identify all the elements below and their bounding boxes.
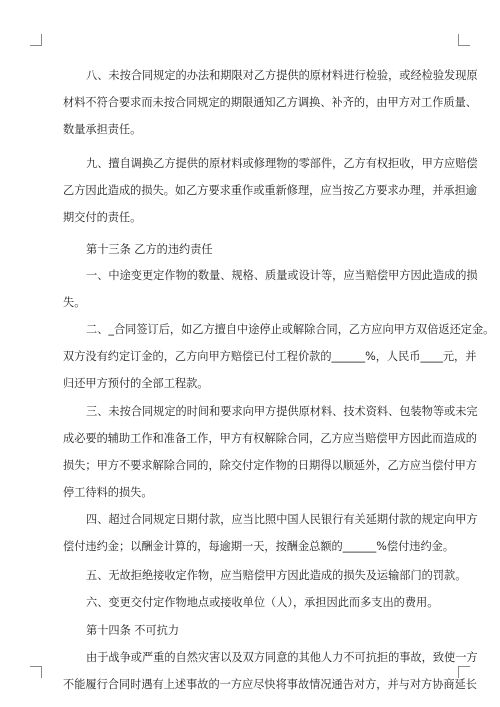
text-line: 归还甲方预付的全部工程款。 (63, 377, 209, 390)
text-line: 成必要的辅助工作和准备工作，甲方有权解除合同，乙方应当赔偿甲方因此而造成的 (63, 432, 477, 445)
text-line: 九、擅自调换乙方提供的原材料或修理物的零部件，乙方有权拒收，甲方应赔偿 (86, 157, 478, 170)
text-line: 二、_合同签订后，如乙方擅自中途停止或解除合同，乙方应向甲方双倍返还定金。 (86, 323, 495, 336)
text-line: 四、超过合同规定日期付款，应当比照中国人民银行有关延期付款的规定向甲方 (86, 513, 478, 526)
crop-mark-top-left (30, 34, 42, 46)
text-line: 由于战争或严重的自然灾害以及双方同意的其他人力不可抗拒的事故，致使一方 (86, 651, 478, 664)
text-line: 损失；甲方不要求解除合同的，除交付定作物的日期得以顺延外，乙方应当偿付甲方 (63, 459, 477, 472)
text-line: 五、无故拒绝接收定作物，应当赔偿甲方因此造成的损失及运输部门的罚款。 (86, 569, 467, 582)
crop-mark-bottom-left (30, 666, 42, 678)
section-heading: 第十三条 乙方的违约责任 (86, 243, 213, 256)
crop-mark-bottom-right (458, 666, 470, 678)
text-line: 停工待料的损失。 (63, 486, 153, 499)
text-line: 乙方因此造成的损失。如乙方要求重作或重新修理，应当按乙方要求办理，并承担逾 (63, 184, 477, 197)
text-line: 不能履行合同时遇有上述事故的一方应尽快将事故情况通告对方，并与对方协商延长 (63, 678, 477, 691)
crop-mark-top-right (458, 34, 470, 46)
text-line: 材料不符合要求而未按合同规定的期限通知乙方调换、补齐的，由甲方对工作质量、 (63, 96, 477, 109)
text-line: 三、未按合同规定的时间和要求向甲方提供原材料、技术资料、包装物等或未完 (86, 405, 478, 418)
section-heading: 第十四条 不可抗力 (86, 624, 180, 637)
text-line: 数量承担责任。 (63, 123, 142, 136)
text-line: 八、未按合同规定的办法和期限对乙方提供的原材料进行检验，或经检验发现原 (86, 69, 478, 82)
text-line: 一、中途变更定作物的数量、规格、质量或设计等，应当赔偿甲方因此造成的损 (86, 269, 478, 282)
text-line: 偿付违约金；以酬金计算的，每逾期一天，按酬金总额的______%偿付违约金。 (63, 540, 455, 553)
text-line: 期交付的责任。 (63, 211, 142, 224)
text-line: 六、变更交付定作物地点或接收单位（人），承担因此而多支出的费用。 (86, 596, 439, 609)
text-line: 失。 (63, 296, 86, 309)
text-line: 双方没有约定订金的，乙方向甲方赔偿已付工程价款的______%，人民币____元，并 (63, 350, 477, 363)
